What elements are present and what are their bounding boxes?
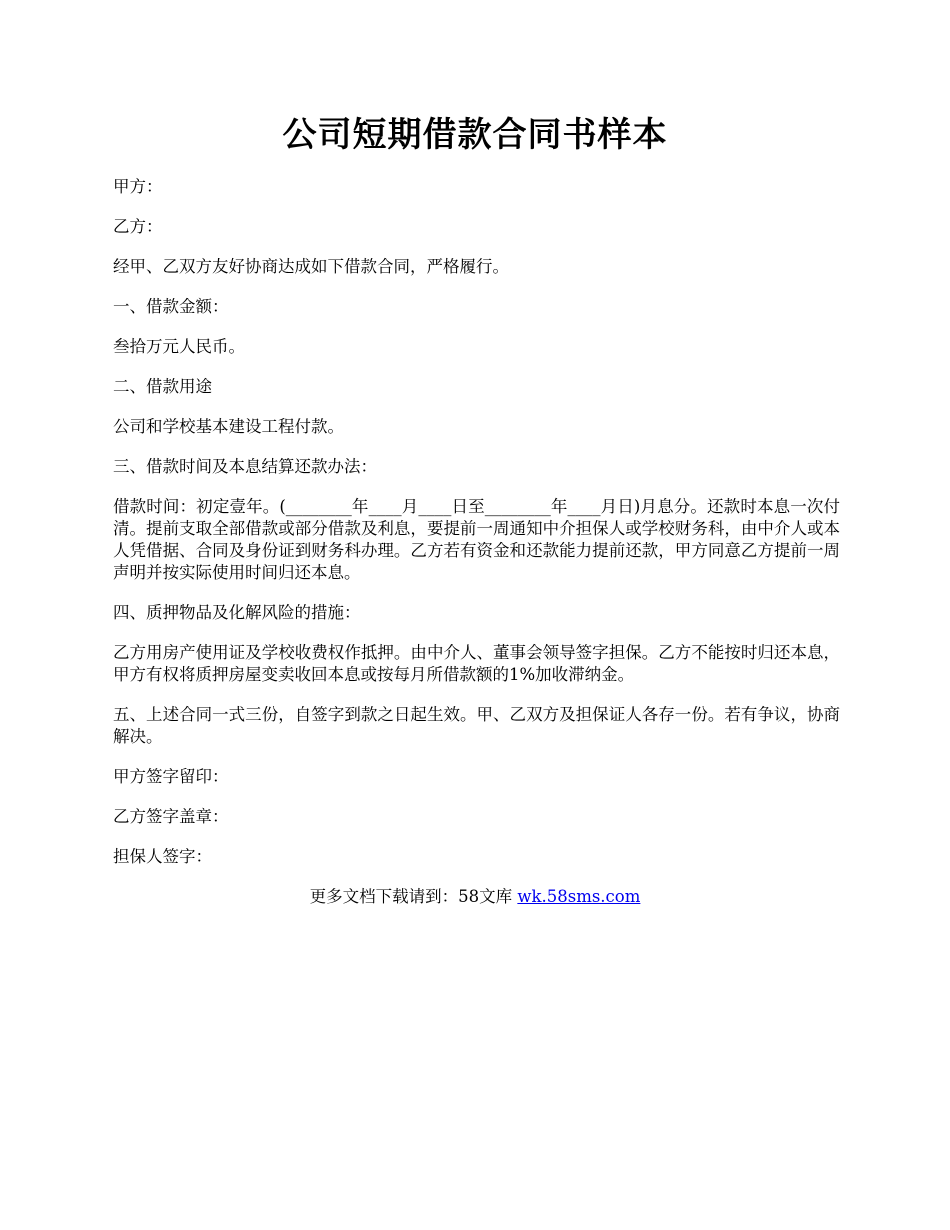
document-body [113,176,840,886]
party-b-line: 乙方： [113,217,163,236]
party-a-signature-line: 甲方签字留印： [113,767,229,786]
footer-link[interactable]: wk.58sms.com [517,887,641,906]
footer-text: 更多文档下载请到：58文库 [309,887,518,906]
section-3-heading: 三、借款时间及本息结算还款办法： [113,457,377,476]
section-1-heading: 一、借款金额： [113,297,229,316]
intro-paragraph: 经甲、乙双方友好协商达成如下借款合同，严格履行。 [113,257,509,276]
loan-purpose: 公司和学校基本建设工程付款。 [113,417,344,436]
document-title: 公司短期借款合同书样本 [282,115,668,155]
download-footer [0,886,950,908]
party-b-signature-line: 乙方签字盖章： [113,807,229,826]
section-2-heading: 二、借款用途 [113,377,212,396]
section-4-heading: 四、质押物品及化解风险的措施： [113,603,361,622]
guarantor-signature-line: 担保人签字： [113,847,212,866]
loan-terms-paragraph: 借款时间：初定壹年。(________年____月____日至________年____月日)月息分。还款时本息一次付清。提前支取全部借款或部分借款及利息，要提前一周通知中介担保人或学校财务科，由中介人或本人凭借据、合同及身份证到财务科办理。乙方若有资金和还款能力提前还款，甲方同意乙方提前一周声明并按实际使用时间归还本息。 [113,497,840,582]
party-a-line: 甲方： [113,177,163,196]
collateral-paragraph: 乙方用房产使用证及学校收费权作抵押。由中介人、董事会领导签字担保。乙方不能按时归还本息，甲方有权将质押房屋变卖收回本息或按每月所借款额的1%加收滞纳金。 [113,643,840,684]
loan-amount: 叁拾万元人民币。 [113,337,245,356]
section-5-paragraph: 五、上述合同一式三份，自签字到款之日起生效。甲、乙双方及担保证人各存一份。若有争议，协商解决。 [113,705,840,746]
